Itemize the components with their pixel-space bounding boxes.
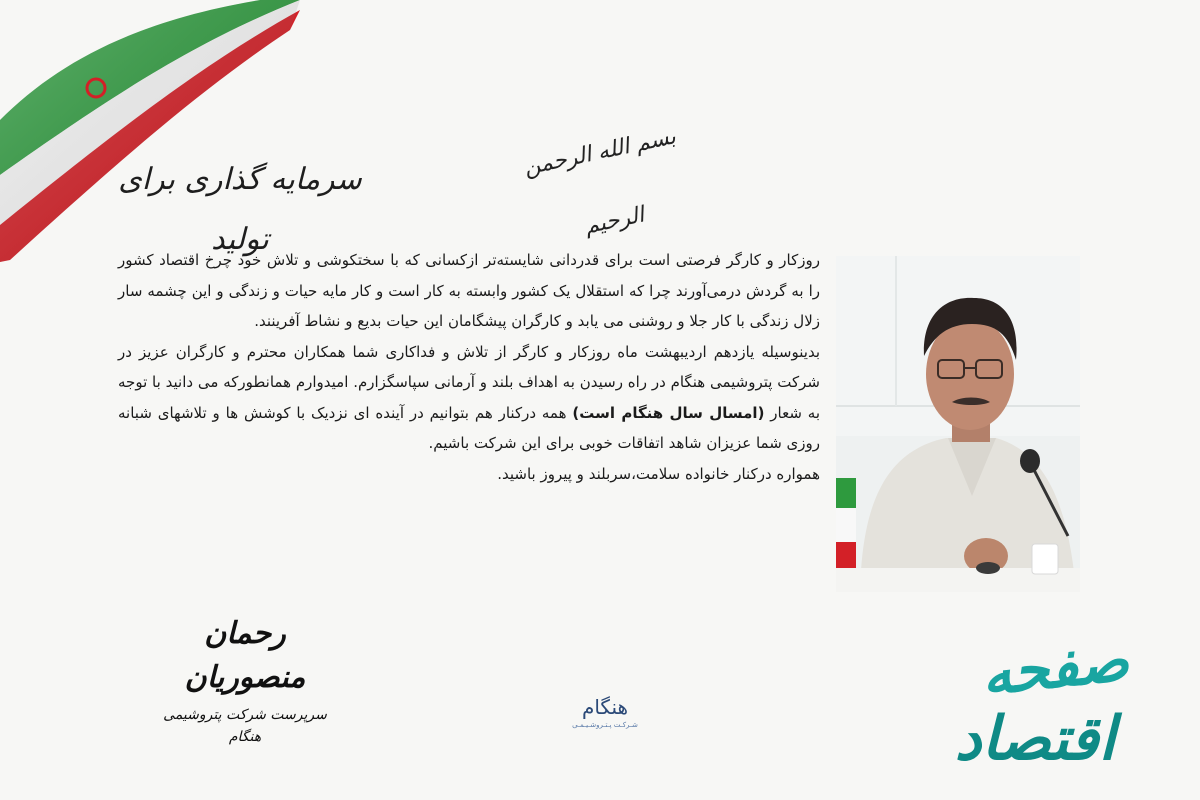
- paragraph-2-text-start: بدینوسیله یازدهم اردیبهشت ماه روزکار و کارگر از تلاش و فداکاری شما همکاران محترم و کارگران عزیز در شرکت پتروشیمی هنگام در راه رسیدن به اهداف بلند و آرمانی سپاسگزارم. امیدوارم همانطورکه می دانید با توجه به شعار: [118, 342, 821, 422]
- signature-title: سرپرست شرکت پتروشیمی هنگام: [163, 707, 327, 745]
- company-logo-subtitle: شـرکـت پـتـروشـیـمـی: [572, 721, 638, 729]
- microphone-icon: [1020, 449, 1040, 473]
- slogan-calligraphy: سرمایه گذاری برای تولید: [118, 162, 362, 257]
- company-logo-name: هنگام: [581, 695, 629, 719]
- watermark-line-2: اقتصاد: [954, 704, 1116, 774]
- letter-paragraph-2: [118, 337, 820, 459]
- slogan-emphasis: (امسال سال هنگام است): [572, 403, 765, 422]
- watermark-line-1: صفحه: [978, 625, 1132, 709]
- paragraph-2-text-end: همه درکنار هم بتوانیم در آینده ای نزدیک با کوشش ها و تلاشهای شبانه روزی شما عزیزان شاهد اتفاقات خوبی برای این شرکت باشیم.: [118, 403, 820, 452]
- signature-block: [150, 612, 340, 748]
- letter-closing: همواره درکنار خانواده سلامت،سربلند و پیروز باشید.: [497, 464, 820, 483]
- portrait-photo: [836, 256, 1080, 592]
- company-logo: [540, 694, 670, 730]
- letter-body: [118, 245, 820, 489]
- site-watermark-logo: [920, 625, 1190, 790]
- signature-name: رحمان منصوریان: [184, 616, 306, 695]
- letter-paragraph-1: روزکار و کارگر فرصتی است برای قدردانی شایسته‌تر ازکسانی که با سختکوشی و تلاش خود چرخ اقتصاد کشور را به گردش درمی‌آورند چرا که استقلال یک کشور وابسته به کار است و کار مایه حیات و زندگی و این چشمه سار زلال زندگی با کار جلا و روشنی می یابد و کارگران پیشگامان این حیات بدیع و نشاط آفرینند.: [118, 251, 820, 330]
- bismillah-calligraphy: بسم الله الرحمن الرحیم: [521, 124, 678, 240]
